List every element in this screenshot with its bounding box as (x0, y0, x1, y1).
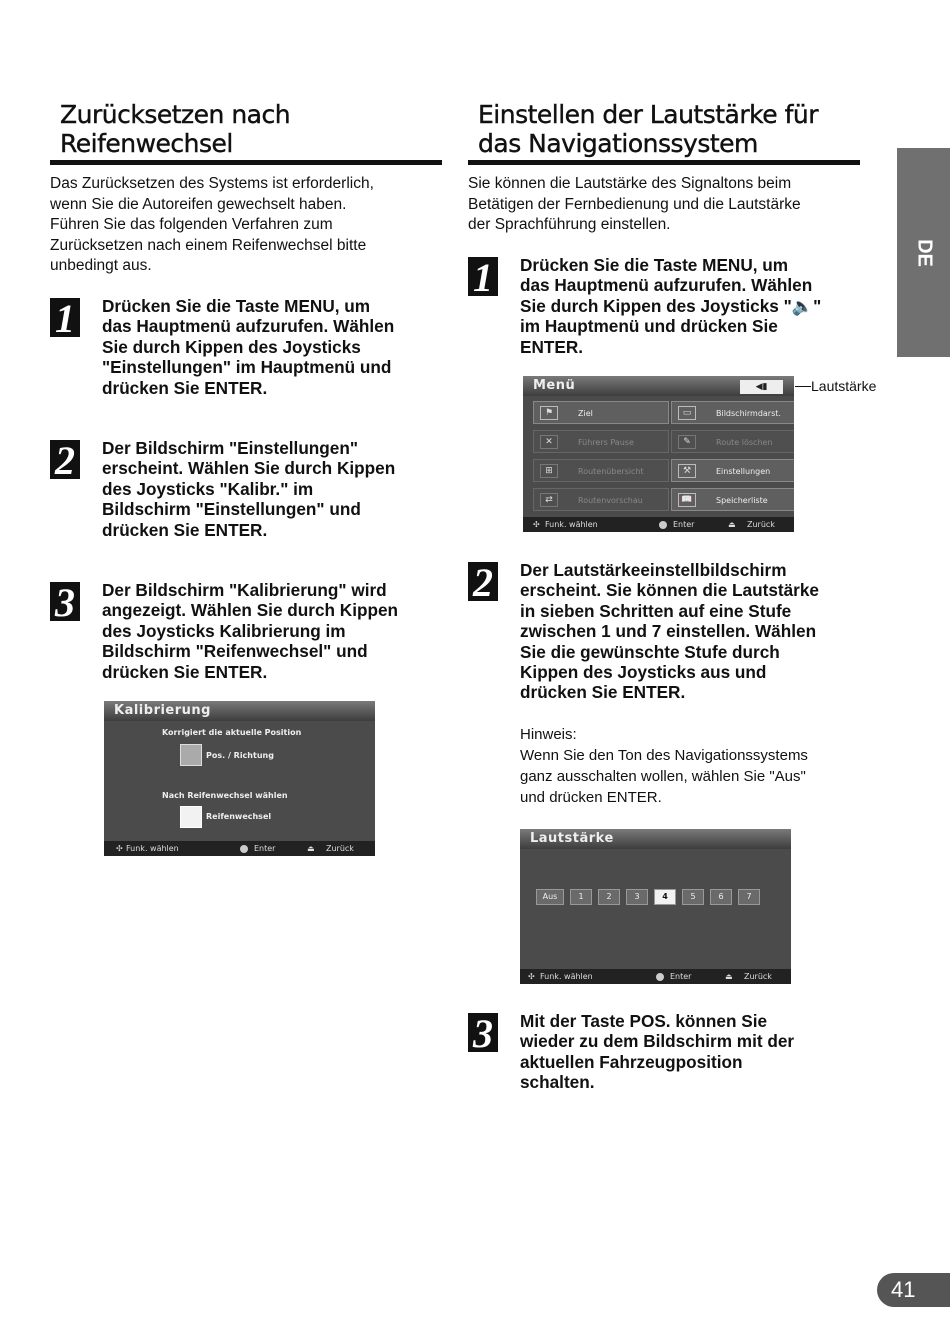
step-line: im Hauptmenü und drücken Sie (520, 316, 778, 337)
step-line: des Joysticks Kalibrierung im (102, 620, 346, 641)
step-line: das Hauptmenü aufzurufen. Wählen (520, 275, 813, 296)
language-tab-label: DE (913, 238, 935, 267)
right-intro-line: Betätigen der Fernbedienung und die Lautstärke (468, 195, 801, 213)
step-number: 3 (50, 582, 80, 621)
page-number: 41 (877, 1273, 950, 1307)
menu-item-label: Einstellungen (716, 467, 771, 476)
right-column (468, 100, 860, 236)
footer-enter-label: Enter (254, 844, 276, 853)
step-line: Der Bildschirm "Einstellungen" (102, 438, 359, 458)
step-line: Bildschirm "Einstellungen" und (102, 499, 361, 520)
speaker-icon: ◀▮ (740, 380, 783, 394)
enter-icon (240, 841, 251, 856)
footer-func-label: Funk. wählen (126, 844, 179, 853)
step-text (520, 560, 860, 703)
footer-back-label: Zurück (747, 520, 775, 529)
step-number: 1 (468, 257, 498, 296)
step-number: 2 (468, 562, 498, 601)
menu-item[interactable] (533, 488, 669, 511)
step-text (520, 255, 860, 357)
back-icon: ⏏ (307, 844, 315, 853)
right-step-2 (468, 560, 860, 703)
step-line: "Einstellungen" im Hauptmenü und (102, 357, 392, 378)
display-icon: ▭ (678, 406, 696, 420)
left-intro-line: Führen Sie das folgenden Verfahren zum (50, 216, 333, 234)
callout-label: Lautstärke (811, 378, 877, 394)
flag-icon: ⚑ (540, 406, 558, 420)
joystick-icon: ✣ (528, 972, 535, 981)
step-number: 3 (468, 1013, 498, 1052)
step-line: Drücken Sie die Taste MENU, um (102, 296, 371, 316)
menu-item-label: Bildschirmdarst. (716, 409, 781, 418)
menu-item-label: Speicherliste (716, 496, 768, 505)
left-title-line1: Zurücksetzen nach (60, 100, 291, 129)
wrench-icon: ⚒ (678, 464, 696, 478)
step-line: ENTER. (520, 336, 584, 357)
back-icon: ⏏ (728, 520, 736, 529)
left-step-1 (50, 296, 442, 398)
step-line: erscheint. Sie können die Lautstärke (520, 580, 819, 601)
left-title-rule (50, 160, 442, 165)
left-intro-line: unbedingt aus. (50, 257, 152, 275)
step-line: des Joysticks "Kalibr." im (102, 478, 314, 499)
step-line: Sie durch Kippen des Joysticks "🔈" (520, 295, 822, 316)
left-intro-line: Das Zurücksetzen des Systems ist erforderlich, (50, 175, 374, 192)
step-line: schalten. (520, 1072, 595, 1093)
footer-func-label: Funk. wählen (540, 972, 593, 981)
main-menu-screenshot (523, 376, 794, 532)
footer-enter-label: Enter (673, 520, 695, 529)
screen-title: Kalibrierung (104, 701, 375, 721)
step-text (102, 296, 442, 398)
step-line: drücken Sie ENTER. (102, 661, 268, 682)
step-line: erscheint. Wählen Sie durch Kippen (102, 458, 396, 479)
step-line: Mit der Taste POS. können Sie (520, 1011, 768, 1031)
menu-item[interactable] (671, 488, 794, 511)
step-number: 2 (50, 440, 80, 479)
footer-enter-label: Enter (670, 972, 692, 981)
step-line: das Hauptmenü aufzurufen. Wählen (102, 316, 395, 337)
step-line: zwischen 1 und 7 einstellen. Wählen (520, 621, 817, 642)
volume-level-button[interactable]: 7 (738, 889, 760, 905)
footer-func-label: Funk. wählen (545, 520, 598, 529)
right-step-3 (468, 1011, 860, 1093)
left-intro-line: Zurücksetzen nach einem Reifenwechsel bitte (50, 236, 367, 254)
right-intro-line: der Sprachführung einstellen. (468, 216, 671, 234)
screen-label: Korrigiert die aktuelle Position (162, 728, 302, 737)
volume-level-button[interactable]: 5 (682, 889, 704, 905)
right-title-line2: das Navigationssystem (478, 129, 758, 158)
volume-level-button[interactable]: 2 (598, 889, 620, 905)
overview-icon: ⊞ (540, 464, 558, 478)
right-intro-line: Sie können die Lautstärke des Signaltons beim (468, 175, 792, 192)
menu-item[interactable] (533, 459, 669, 482)
left-title-line2: Reifenwechsel (60, 129, 233, 158)
note-line: Wenn Sie den Ton des Navigationssystems (520, 747, 808, 764)
volume-level-button[interactable]: 3 (626, 889, 648, 905)
left-column (50, 100, 442, 277)
step-text (102, 580, 442, 682)
left-section-title (60, 100, 442, 158)
left-intro (50, 174, 442, 277)
checkbox-icon (180, 806, 202, 828)
preview-icon: ⇄ (540, 493, 558, 507)
step-number: 1 (50, 298, 80, 337)
step-line: Der Bildschirm "Kalibrierung" wird (102, 580, 387, 600)
enter-icon (659, 517, 670, 532)
step-line: drücken Sie ENTER. (520, 682, 686, 703)
right-intro (468, 174, 860, 236)
screen-footer (523, 517, 794, 532)
volume-level-button[interactable]: 6 (710, 889, 732, 905)
menu-item-label: Routenübersicht (578, 467, 644, 476)
menu-item-label: Ziel (578, 409, 593, 418)
pause-icon: ✕ (540, 435, 558, 449)
step-line: Sie die gewünschte Stufe durch (520, 641, 780, 662)
enter-icon (656, 969, 667, 984)
joystick-icon: ✣ (533, 520, 540, 529)
volume-level-button[interactable]: 4 (654, 889, 676, 905)
menu-item[interactable] (671, 430, 794, 453)
checkbox-icon (180, 744, 202, 766)
screen-button-label: Reifenwechsel (206, 812, 272, 821)
step-line: in sieben Schritten auf eine Stufe (520, 600, 792, 621)
footer-back-label: Zurück (744, 972, 772, 981)
step-line: Sie durch Kippen des Joysticks (102, 336, 361, 357)
menu-item[interactable] (671, 401, 794, 424)
step-line: aktuellen Fahrzeugposition (520, 1051, 743, 1072)
menu-item[interactable] (533, 430, 669, 453)
route-icon: ✎ (678, 435, 696, 449)
screen-footer (520, 969, 791, 984)
step-line: Drücken Sie die Taste MENU, um (520, 255, 789, 275)
note-line: und drücken ENTER. (520, 789, 662, 806)
step-line: angezeigt. Wählen Sie durch Kippen (102, 600, 399, 621)
left-step-2 (50, 438, 442, 540)
step-line: wieder zu dem Bildschirm mit der (520, 1031, 795, 1052)
step-line: Der Lautstärkeeinstellbildschirm (520, 560, 787, 580)
step-text (102, 438, 442, 540)
screen-footer (104, 841, 375, 856)
language-tab (897, 148, 950, 357)
joystick-icon: ✣ (116, 844, 123, 853)
screen-title: Lautstärke (520, 829, 791, 849)
book-icon: 📖 (678, 493, 696, 507)
volume-level-button[interactable]: 1 (570, 889, 592, 905)
menu-item[interactable] (533, 401, 669, 424)
step-line: Kippen des Joysticks aus und (520, 662, 767, 683)
menu-item-label: Routenvorschau (578, 496, 643, 505)
footer-back-label: Zurück (326, 844, 354, 853)
menu-item-label: Route löschen (716, 438, 773, 447)
menu-item[interactable] (671, 459, 794, 482)
note-line: ganz ausschalten wollen, wählen Sie "Aus" (520, 768, 806, 785)
left-step-3 (50, 580, 442, 682)
screen-label: Nach Reifenwechsel wählen (162, 791, 288, 800)
screen-button-label: Pos. / Richtung (206, 751, 274, 760)
step-line: drücken Sie ENTER. (102, 519, 268, 540)
right-title-rule (468, 160, 860, 165)
volume-screenshot (520, 829, 791, 984)
step-line: drücken Sie ENTER. (102, 377, 268, 398)
volume-level-button[interactable]: Aus (536, 889, 564, 905)
right-title-line1: Einstellen der Lautstärke für (478, 100, 818, 129)
right-step-1 (468, 255, 860, 357)
left-intro-line: wenn Sie die Autoreifen gewechselt haben. (50, 195, 347, 213)
step-line: Bildschirm "Reifenwechsel" und (102, 641, 368, 662)
right-section-title (478, 100, 860, 158)
screen-title: Menü (523, 376, 794, 396)
callout-line (795, 386, 811, 387)
note-block (520, 724, 808, 808)
menu-item-label: Führers Pause (578, 438, 634, 447)
calibration-screenshot (104, 701, 375, 856)
back-icon: ⏏ (725, 972, 733, 981)
note-title: Hinweis: (520, 726, 577, 743)
step-text (520, 1011, 860, 1093)
